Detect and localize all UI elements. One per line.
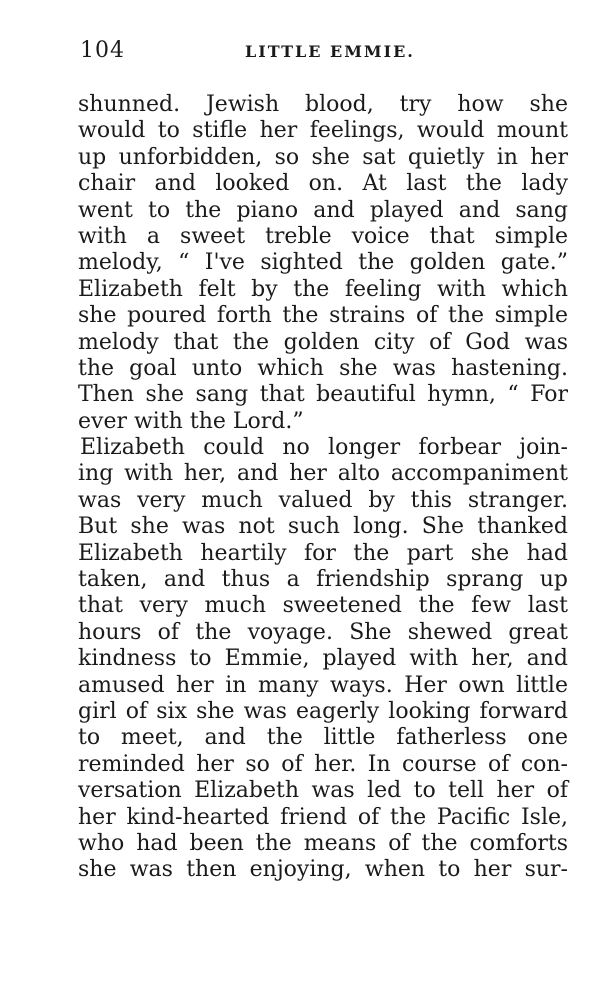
text-line: she was then enjoying, when to her sur-: [78, 857, 568, 883]
text-line: chair and looked on. At last the lady: [78, 171, 568, 197]
text-line: went to the piano and played and sang: [78, 197, 568, 223]
running-title: LITTLE EMMIE.: [245, 42, 415, 61]
text-line: ever with the Lord.”: [78, 408, 304, 434]
text-line: But she was not such long. She thanked: [78, 514, 568, 540]
text-line: her kind-hearted friend of the Pacific Isle,: [78, 804, 568, 830]
text-line: Then she sang that beautiful hymn, “ For: [78, 382, 568, 408]
text-line: up unforbidden, so she sat quietly in her: [78, 144, 568, 170]
page-header: [80, 38, 540, 68]
text-line: ing with her, and her alto accompaniment: [78, 461, 568, 487]
text-line: Elizabeth could no longer forbear join-: [80, 435, 568, 461]
text-line: she poured forth the strains of the simple: [78, 303, 568, 329]
text-line: that very much sweetened the few last: [78, 593, 568, 619]
body-text: [78, 92, 568, 884]
text-line: Elizabeth heartily for the part she had: [78, 540, 568, 566]
text-line: reminded her so of her. In course of con-: [78, 751, 568, 777]
text-line: was very much valued by this stranger.: [78, 487, 568, 513]
text-line: hours of the voyage. She shewed great: [78, 619, 568, 645]
text-line: who had been the means of the comforts: [78, 830, 568, 856]
text-line: Elizabeth felt by the feeling with which: [78, 276, 568, 302]
text-line: with a sweet treble voice that simple: [78, 223, 568, 249]
text-line: the goal unto which she was hastening.: [78, 355, 568, 381]
text-line: to meet, and the little fatherless one: [78, 725, 568, 751]
text-line: melody, “ I've sighted the golden gate.”: [78, 250, 568, 276]
text-line: kindness to Emmie, played with her, and: [78, 646, 568, 672]
text-line: melody that the golden city of God was: [78, 329, 568, 355]
text-line: amused her in many ways. Her own little: [78, 672, 568, 698]
text-line: versation Elizabeth was led to tell her of: [78, 778, 568, 804]
text-line: taken, and thus a friendship sprang up: [78, 567, 568, 593]
text-line: shunned. Jewish blood, try how she: [78, 92, 568, 117]
text-line: would to stifle her feelings, would mount: [78, 118, 568, 144]
page-number: 104: [80, 38, 125, 63]
text-line: girl of six she was eagerly looking forward: [78, 698, 568, 724]
